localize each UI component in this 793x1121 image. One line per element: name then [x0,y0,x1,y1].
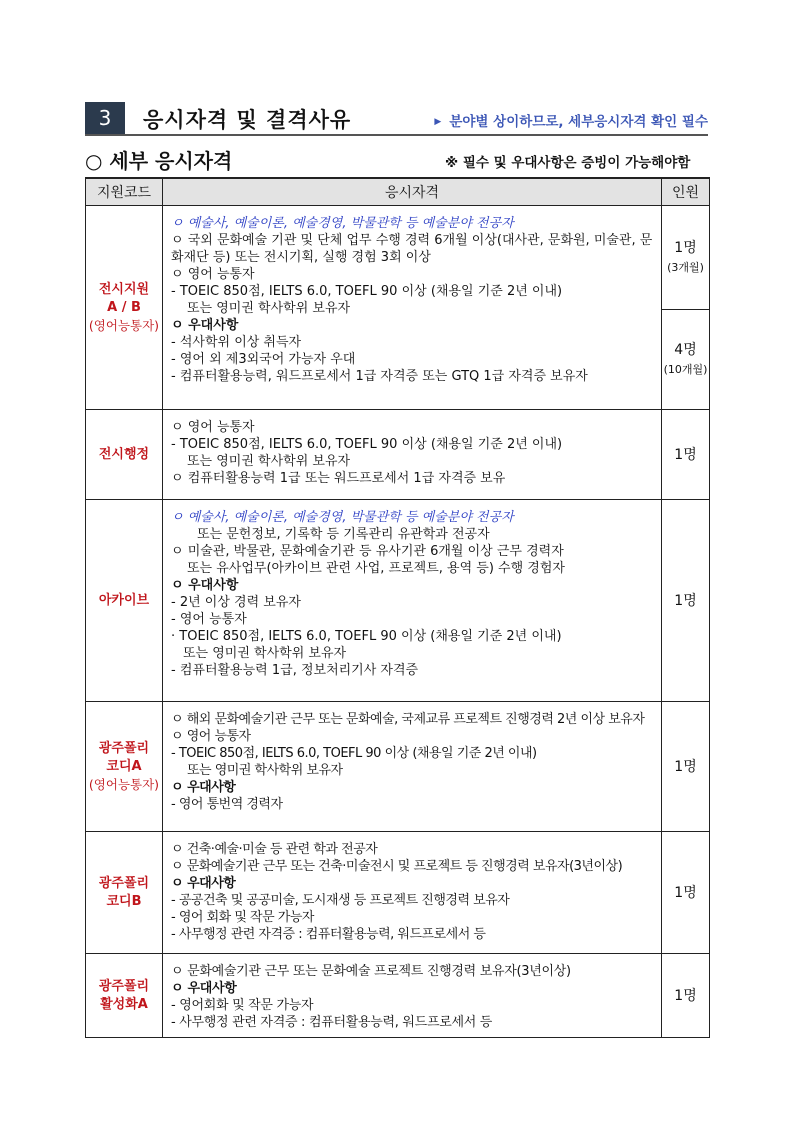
qual-line: - 컴퓨터활용능력, 워드프로세서 1급 자격증 또는 GTQ 1급 자격증 보유자 [171,369,588,384]
count-value: 4명 [674,341,697,358]
qual-line: ㅇ 국외 문화예술 기관 및 단체 업무 수행 경력 6개월 이상(대사관, 문화원, 미술관, 문화재단 등) 또는 전시기획, 실행 경험 3회 이상 [171,233,653,265]
qual-line: - TOEIC 850점, IELTS 6.0, TOEFL 90 이상 (채용일 기준 2년 이내) [171,746,537,761]
qual-line: 또는 유사업무(아카이브 관련 사업, 프로젝트, 용역 등) 수행 경험자 [187,561,565,576]
qual-line: ㅇ 우대사항 [171,780,236,795]
triangle-right-icon: ▶ [434,117,442,127]
row-count: 1명 [662,954,710,1038]
qual-line: - 컴퓨터활용능력 1급, 정보처리기사 자격증 [171,663,419,678]
qual-line: ㅇ 영어 능통자 [171,267,255,282]
header-count: 인원 [662,178,710,206]
section-header [85,102,708,136]
header-divider [85,134,708,136]
row-code [86,954,163,1038]
row-count: 1명 [662,832,710,954]
code-label-2: 코디B [106,893,142,909]
section-note-text: 분야별 상이하므로, 세부응시자격 확인 필수 [449,114,708,130]
code-sub: (영어능통자) [88,317,160,333]
qual-line: · TOEIC 850점, IELTS 6.0, TOEFL 90 이상 (채용일 기준 2년 이내) [171,629,562,644]
code-label: 전시행정 [98,446,150,462]
qual-line: ㅇ 문화예술기관 근무 또는 건축·미술전시 및 프로젝트 등 진행경력 보유자(3년이상) [171,859,623,874]
code-label-2: 활성화A [100,996,148,1012]
qual-line: - 사무행정 관련 자격증 : 컴퓨터활용능력, 워드프로세서 등 [171,1015,493,1030]
qual-line: 또는 영미권 학사학위 보유자 [187,454,351,469]
qual-line: ㅇ 우대사항 [171,981,237,996]
qual-line: ㅇ 예술사, 예술이론, 예술경영, 박물관학 등 예술분야 전공자 [171,510,514,525]
code-label-2: A / B [107,299,141,315]
qual-line: ㅇ 해외 문화예술기관 근무 또는 문화예술, 국제교류 프로젝트 진행경력 2년 이상 보유자 [171,712,645,727]
code-label: 전시지원 [98,281,150,297]
row-qualification [163,832,662,954]
row-count: 1명 [662,410,710,500]
table-row [86,954,710,1038]
qualification-table [85,177,710,1038]
qual-line: ㅇ 우대사항 [171,318,239,333]
section-number: 3 [85,102,125,134]
qual-line: ㅇ 미술관, 박물관, 문화예술기관 등 유사기관 6개월 이상 근무 경력자 [171,544,564,559]
qual-line: - TOEIC 850점, IELTS 6.0, TOEFL 90 이상 (채용일 기준 2년 이내) [171,437,563,452]
subheading-note: ※ 필수 및 우대사항은 증빙이 가능해야함 [445,155,691,171]
row-qualification [163,410,662,500]
count-value: 1명 [674,239,697,256]
section-title: 응시자격 및 결격사유 [143,108,352,132]
row-qualification [163,500,662,702]
row-count-a [662,206,710,310]
row-count: 1명 [662,702,710,832]
row-code [86,500,163,702]
qual-line: - 영어회화 및 작문 가능자 [171,998,314,1013]
qual-line: 또는 영미권 학사학위 보유자 [183,646,347,661]
table-row [86,410,710,500]
qual-line: - 영어 회화 및 작문 가능자 [171,910,314,925]
code-sub: (영어능통자) [88,776,160,792]
code-label-2: 코디A [106,758,142,774]
table-row [86,702,710,832]
count-sub: (10개월) [663,362,708,376]
header-qualification: 응시자격 [163,178,662,206]
qual-line: - 사무행정 관련 자격증 : 컴퓨터활용능력, 워드프로세서 등 [171,927,486,942]
row-qualification [163,702,662,832]
qual-line: ㅇ 우대사항 [171,578,239,593]
row-count: 1명 [662,500,710,702]
section-note [434,110,708,130]
table-row [86,206,710,310]
row-code [86,832,163,954]
qual-line: ㅇ 우대사항 [171,876,236,891]
table-header-row [86,178,710,206]
qual-line: - 영어 능통자 [171,612,247,627]
table-row [86,500,710,702]
row-qualification [163,206,662,410]
qual-line: - 2년 이상 경력 보유자 [171,595,301,610]
header-code: 지원코드 [86,178,163,206]
row-count-b [662,310,710,410]
qual-line: ㅇ 영어 능통자 [171,729,251,744]
qual-line: ㅇ 건축·예술·미술 등 관련 학과 전공자 [171,842,378,857]
qual-line: 또는 영미권 학사학위 보유자 [187,301,351,316]
qual-line: 또는 문헌정보, 기록학 등 기록관리 유관학과 전공자 [197,527,490,542]
code-label: 광주폴리 [98,740,150,756]
qual-line: 또는 영미권 학사학위 보유자 [187,763,343,778]
qual-line: ㅇ 문화예술기관 근무 또는 문화예술 프로젝트 진행경력 보유자(3년이상) [171,964,571,979]
count-sub: (3개월) [667,260,704,274]
code-label: 광주폴리 [98,978,150,994]
row-code [86,410,163,500]
qual-line: - 영어 통번역 경력자 [171,797,283,812]
qual-line: ㅇ 영어 능통자 [171,420,255,435]
row-qualification [163,954,662,1038]
qual-line: ㅇ 예술사, 예술이론, 예술경영, 박물관학 등 예술분야 전공자 [171,216,514,231]
qual-line: - 석사학위 이상 취득자 [171,335,302,350]
qual-line: - TOEIC 850점, IELTS 6.0, TOEFL 90 이상 (채용일 기준 2년 이내) [171,284,563,299]
table-row [86,832,710,954]
subheading-title: ○ 세부 응시자격 [85,149,233,173]
code-label: 광주폴리 [98,875,150,891]
row-code [86,702,163,832]
qual-line: - 영어 외 제3외국어 가능자 우대 [171,352,356,367]
qual-line: ㅇ 컴퓨터활용능력 1급 또는 워드프로세서 1급 자격증 보유 [171,471,506,486]
row-code [86,206,163,410]
qual-line: - 공공건축 및 공공미술, 도시재생 등 프로젝트 진행경력 보유자 [171,893,510,908]
code-label: 아카이브 [98,592,150,608]
